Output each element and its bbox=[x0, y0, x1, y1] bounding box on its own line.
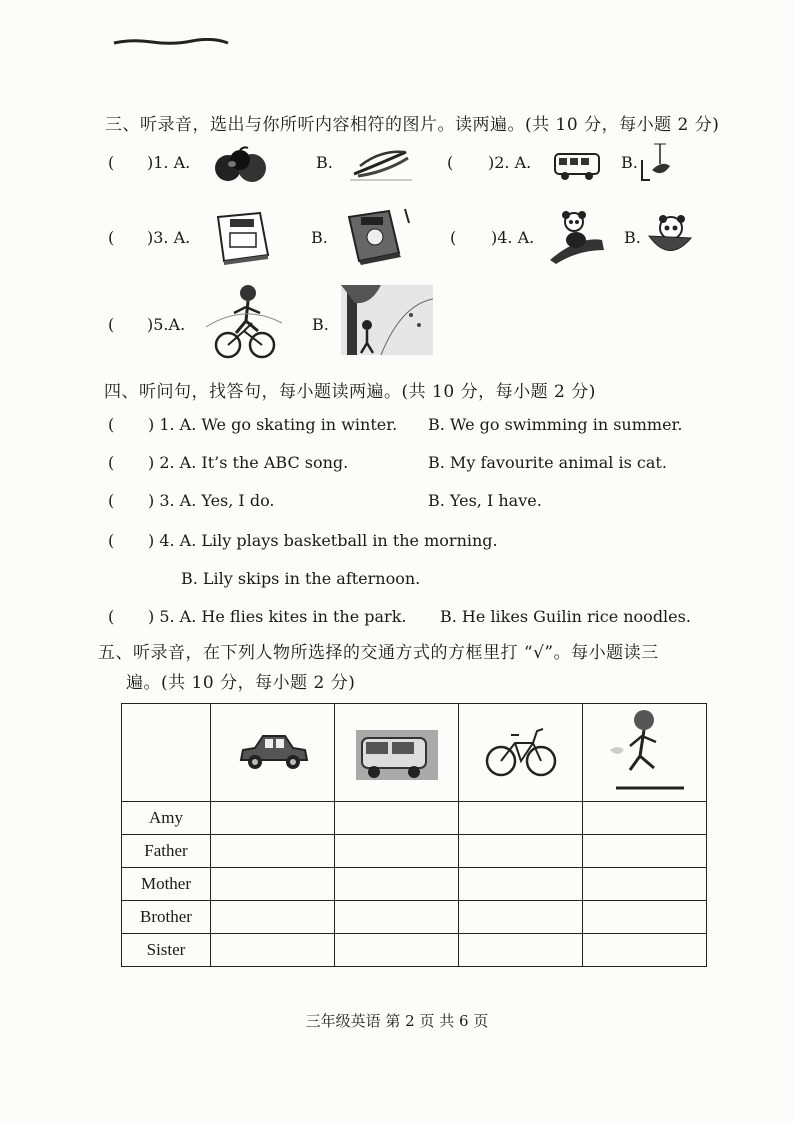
q4-2-b[interactable]: B. My favourite animal is cat. bbox=[428, 453, 667, 472]
answer-paren[interactable]: ( bbox=[450, 228, 457, 247]
answer-box[interactable] bbox=[459, 934, 583, 967]
math-book-icon[interactable] bbox=[210, 211, 274, 267]
q4-4-b[interactable]: B. Lily skips in the afternoon. bbox=[181, 569, 421, 588]
boy-cycling-icon[interactable] bbox=[206, 283, 282, 363]
answer-box[interactable] bbox=[211, 868, 335, 901]
answer-box[interactable] bbox=[583, 802, 707, 835]
bicycle-icon bbox=[485, 721, 557, 781]
answer-paren[interactable]: ( bbox=[108, 315, 115, 334]
answer-box[interactable] bbox=[211, 802, 335, 835]
answer-box[interactable] bbox=[459, 802, 583, 835]
answer-box[interactable] bbox=[583, 835, 707, 868]
ship-icon[interactable] bbox=[638, 140, 672, 184]
q3-3-label: )3. A. bbox=[147, 228, 191, 247]
transport-table bbox=[121, 703, 707, 967]
q4-4-a[interactable]: ) 4. A. Lily plays basketball in the morning. bbox=[148, 531, 498, 550]
q4-5-a[interactable]: ) 5. A. He flies kites in the park. bbox=[148, 607, 407, 626]
bus-icon[interactable] bbox=[553, 148, 601, 182]
row-name-mother: Mother bbox=[122, 868, 211, 901]
q3-2-b: B. bbox=[621, 153, 638, 172]
answer-paren[interactable]: ( bbox=[108, 453, 115, 472]
answer-paren[interactable]: ( bbox=[108, 153, 115, 172]
answer-box[interactable] bbox=[335, 901, 459, 934]
apples-icon[interactable] bbox=[210, 146, 270, 184]
answer-box[interactable] bbox=[211, 901, 335, 934]
q4-2-a[interactable]: ) 2. A. It’s the ABC song. bbox=[148, 453, 349, 472]
answer-box[interactable] bbox=[583, 868, 707, 901]
q3-5-b: B. bbox=[312, 315, 329, 334]
row-name-sister: Sister bbox=[122, 934, 211, 967]
panda-bowl-icon[interactable] bbox=[643, 212, 695, 262]
answer-box[interactable] bbox=[211, 934, 335, 967]
row-name-father: Father bbox=[122, 835, 211, 868]
answer-box[interactable] bbox=[583, 934, 707, 967]
q3-1-b: B. bbox=[316, 153, 333, 172]
section5-title-line1: 五、听录音，在下列人物所选择的交通方式的方框里打 “√”。每小题读三 bbox=[98, 643, 659, 663]
q4-5-b[interactable]: B. He likes Guilin rice noodles. bbox=[440, 607, 691, 626]
answer-paren[interactable]: ( bbox=[447, 153, 454, 172]
boy-walking-tree-icon[interactable] bbox=[341, 285, 433, 355]
answer-box[interactable] bbox=[583, 901, 707, 934]
section4-title: 四、听问句，找答句，每小题读两遍。(共 10 分，每小题 2 分) bbox=[104, 382, 596, 402]
header-walking bbox=[583, 704, 707, 802]
answer-paren[interactable]: ( bbox=[108, 607, 115, 626]
header-car bbox=[211, 704, 335, 802]
answer-box[interactable] bbox=[459, 835, 583, 868]
q3-3-b: B. bbox=[311, 228, 328, 247]
q4-3-a[interactable]: ) 3. A. Yes, I do. bbox=[148, 491, 275, 510]
q3-5-label: )5.A. bbox=[147, 315, 186, 334]
header-bus bbox=[335, 704, 459, 802]
answer-box[interactable] bbox=[211, 835, 335, 868]
ink-scribble bbox=[112, 38, 230, 46]
section5-title-line2: 遍。(共 10 分，每小题 2 分) bbox=[126, 673, 356, 693]
row-name-brother: Brother bbox=[122, 901, 211, 934]
q4-3-b[interactable]: B. Yes, I have. bbox=[428, 491, 542, 510]
q3-1-label: )1. A. bbox=[147, 153, 191, 172]
section3-title: 三、听录音，选出与你所听内容相符的图片。读两遍。(共 10 分，每小题 2 分) bbox=[105, 115, 720, 135]
q3-4-label: )4. A. bbox=[491, 228, 535, 247]
book-icon[interactable] bbox=[345, 207, 411, 267]
answer-paren[interactable]: ( bbox=[108, 228, 115, 247]
row-name-amy: Amy bbox=[122, 802, 211, 835]
answer-box[interactable] bbox=[335, 934, 459, 967]
running-boy-icon bbox=[600, 706, 690, 796]
answer-box[interactable] bbox=[459, 868, 583, 901]
q3-4-b: B. bbox=[624, 228, 641, 247]
bus-icon bbox=[354, 716, 440, 786]
answer-paren[interactable]: ( bbox=[108, 491, 115, 510]
q4-1-b[interactable]: B. We go swimming in summer. bbox=[428, 415, 683, 434]
q4-1-a[interactable]: ) 1. A. We go skating in winter. bbox=[148, 415, 398, 434]
page-footer: 三年级英语 第 2 页 共 6 页 bbox=[305, 1012, 489, 1030]
answer-paren[interactable]: ( bbox=[108, 531, 115, 550]
panda-slide-icon[interactable] bbox=[548, 210, 606, 266]
q3-2-label: )2. A. bbox=[488, 153, 532, 172]
header-bicycle bbox=[459, 704, 583, 802]
empty-corner-cell bbox=[122, 704, 211, 802]
answer-box[interactable] bbox=[335, 835, 459, 868]
answer-box[interactable] bbox=[335, 868, 459, 901]
bananas-icon[interactable] bbox=[350, 146, 412, 182]
car-icon bbox=[233, 726, 313, 776]
answer-paren[interactable]: ( bbox=[108, 415, 115, 434]
answer-box[interactable] bbox=[335, 802, 459, 835]
answer-box[interactable] bbox=[459, 901, 583, 934]
